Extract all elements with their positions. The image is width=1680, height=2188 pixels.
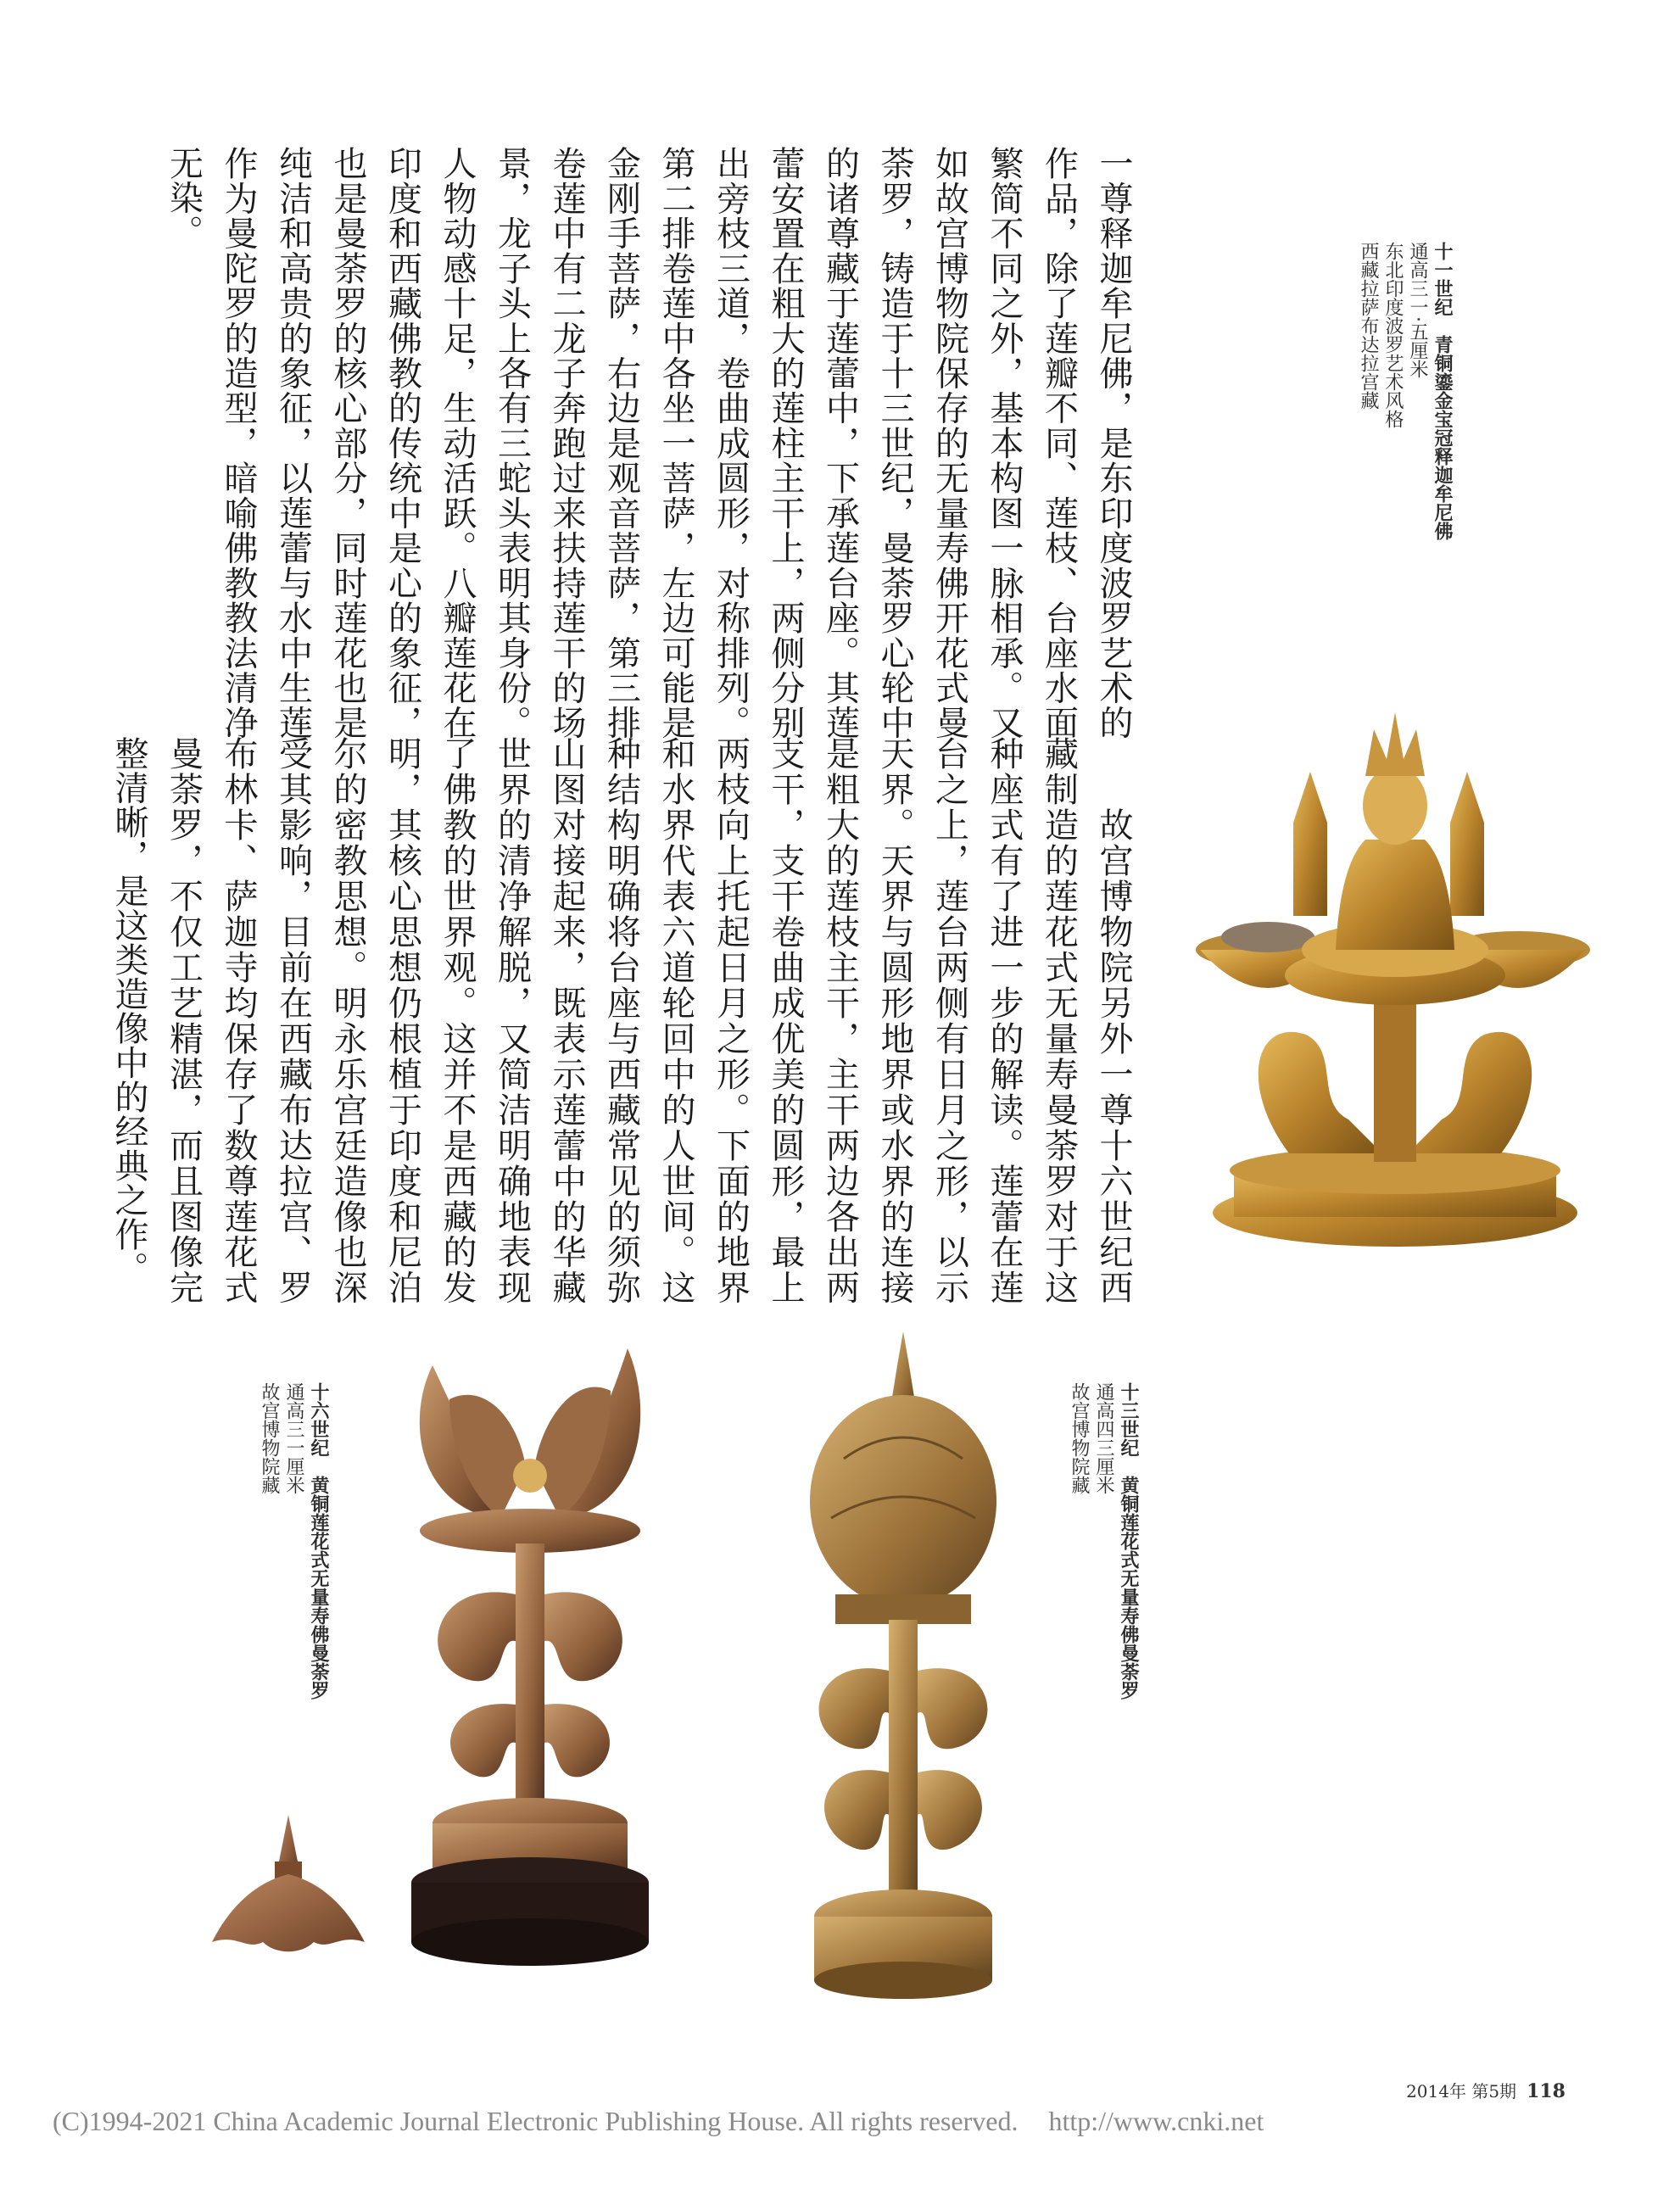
- copyright-text: (C)1994-2021 China Academic Journal Electronic Publishing House. All rights reserved.: [53, 2106, 1019, 2136]
- caption-mandala-16c-height: 通高三一厘米: [283, 1382, 304, 1494]
- mandala-16c-lid-image: [204, 1815, 373, 1968]
- mandala-16c-image: [399, 1348, 661, 1968]
- caption-buddha-collection: 西藏拉萨布达拉宫藏: [1358, 242, 1379, 410]
- cnki-link[interactable]: http://www.cnki.net: [1048, 2106, 1264, 2136]
- footer-issue-info: [1406, 2078, 1566, 2102]
- caption-mandala-16c: [229, 1382, 331, 1823]
- caption-buddha: [1319, 242, 1454, 581]
- caption-mandala-13c-title: 十三世纪 黄铜莲花式无量寿佛曼荼罗: [1118, 1382, 1139, 1700]
- article-text-upper: 一尊释迦牟尼佛，是东印度波罗艺术的作品，除了莲瓣不同、莲枝、台座水面繁简不同之外，基本构图一脉相承。又如故宫博物院保存的无量寿佛开花式曼荼罗，铸造于十三世纪，曼荼罗心轮中的诸尊藏于莲蕾中，下承莲台座。其莲蕾安置在粗大的莲柱主干上，两侧分别出旁枝三道，卷曲成圆形，对称排列。第二排卷莲中各坐一菩萨，左边可能是金刚手菩萨，右边是观音菩萨，第三排卷莲中有二龙子奔跑过来扶持莲干的场景，龙子头上各有三蛇头表明其身份。人物动感十足，生动活跃。八瓣莲花在印度和西藏佛教的传统中是心的象征，也是曼荼罗的核心部分，同时莲花也是纯洁和高贵的象征，以莲蕾与水中生莲作为曼陀罗的造型，暗喻佛教教法清净无染。: [164, 146, 1133, 740]
- caption-mandala-16c-collection: 故宫博物院藏: [259, 1382, 280, 1494]
- issue-label: 2014年 第5期: [1406, 2081, 1517, 2101]
- buddha-statue-image: [1187, 695, 1594, 1255]
- caption-mandala-16c-title: 十六世纪 黄铜莲花式无量寿佛曼荼罗: [308, 1382, 329, 1700]
- page-number: 118: [1527, 2080, 1566, 2102]
- mandala-13c-image: [797, 1331, 1018, 2001]
- caption-buddha-title: 十一世纪 青铜鎏金宝冠释迦牟尼佛: [1432, 242, 1453, 540]
- caption-mandala-13c-height: 通高四三厘米: [1093, 1382, 1114, 1494]
- caption-buddha-style: 东北印度波罗艺术风格: [1382, 242, 1404, 428]
- article-text-lower: 故宫博物院另外一尊十六世纪西藏制造的莲花式无量寿曼荼罗对于这种座式有了进一步的解读。莲蕾在莲台之上，莲台两侧有日月之形，以示天界。天界与圆形地界或水界的连接是粗大的莲枝主干，主干两边各出两支干，支干卷曲成优美的圆形，最上两枝向上托起日月之形。下面的地界和水界代表六道轮回中的人世间。这种结构明确将台座与西藏常见的须弥山图对接起来，既表示莲蕾中的华藏世界的清净解脱，又简洁明确地表现了佛教的世界观。这并不是西藏的发明，其核心思想仍根植于印度和尼泊尔的密教思想。明永乐宫廷造像也深受其影响，目前在西藏布达拉宫、罗布林卡、萨迦寺均保存了数尊莲花式曼荼罗，不仅工艺精湛，而且图像完整清晰，是这类造像中的经典之作。: [109, 736, 1133, 1304]
- caption-mandala-13c-collection: 故宫博物院藏: [1069, 1382, 1090, 1494]
- caption-mandala-13c: [1039, 1382, 1141, 1823]
- caption-buddha-height: 通高三一·五厘米: [1407, 242, 1428, 378]
- copyright-notice: [53, 2106, 1264, 2137]
